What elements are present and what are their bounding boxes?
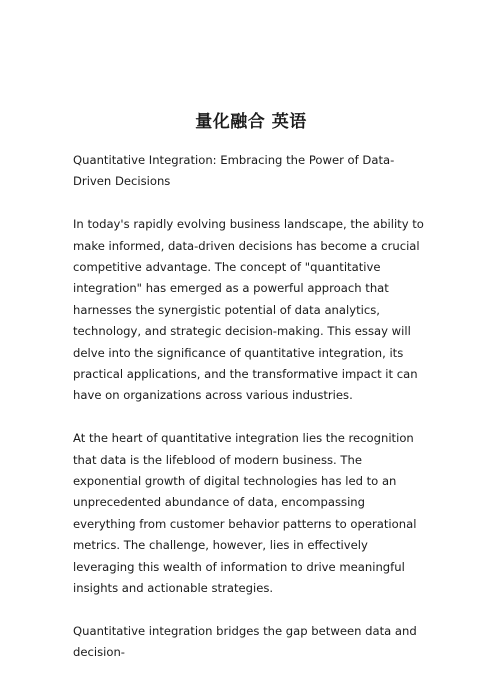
document-body	[73, 150, 431, 685]
body-paragraph: Quantitative integration bridges the gap between data and decision-	[73, 623, 417, 660]
body-paragraph: In today's rapidly evolving business landscape, the ability to make informed, data-driven decisions has become a crucial competitive advantage. The concept of "quantitative integration" has emerged as a powerful approach that harnesses the synergistic potential of data analytics, technology, and strategic decision-making. This essay will delve into the significance of quantitative integration, its practical applications, and the transformative impact it can have on organizations across various industries.	[73, 217, 424, 403]
body-paragraph: At the heart of quantitative integration lies the recognition that data is the lifeblood of modern business. The exponential growth of digital technologies has led to an unprecedented abundance of data, encompassing everything from customer behavior patterns to operational metrics. The challenge, however, lies in effectively leveraging this wealth of information to drive meaningful insights and actionable strategies.	[73, 431, 417, 596]
subtitle-paragraph: Quantitative Integration: Embracing the Power of Data-Driven Decisions	[73, 153, 395, 189]
document-title: 量化融合 英语	[195, 112, 307, 132]
